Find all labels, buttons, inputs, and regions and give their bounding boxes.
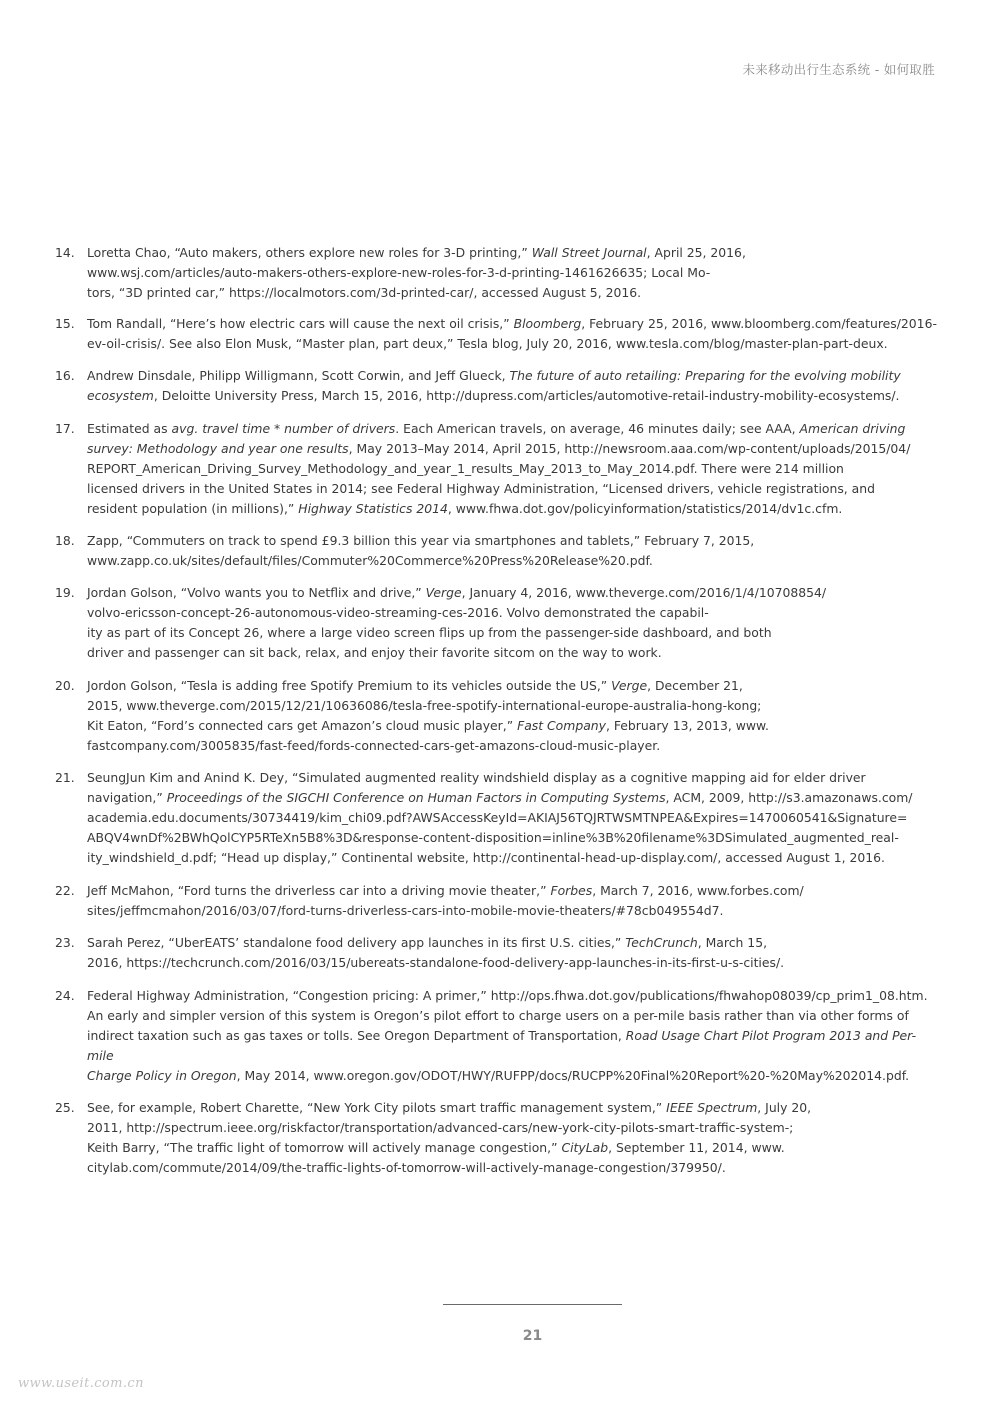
endnote-text — [87, 419, 940, 519]
endnote-item — [55, 531, 940, 571]
endnote-segment: SeungJun Kim and Anind K. Dey, “Simulated augmented reality windshield display as a cognitive mapping aid for elder driver — [87, 770, 866, 785]
endnote-italic-title: avg. travel time * number of drivers — [171, 421, 396, 436]
endnote-segment: See, for example, Robert Charette, “New York City pilots smart traffic management system,” — [87, 1100, 667, 1115]
endnote-segment: ev-oil-crisis/. See also Elon Musk, “Master plan, part deux,” Tesla blog, July 20, 2016, www.tesla.com/blog/master-plan-part-deux. — [87, 336, 888, 351]
endnote-item — [55, 366, 940, 406]
endnote-line — [87, 419, 940, 439]
endnote-item — [55, 419, 940, 519]
endnote-segment: , May 2013–May 2014, April 2015, http://newsroom.aaa.com/wp-content/uploads/2015/04/ — [348, 441, 911, 456]
endnote-line — [87, 366, 940, 386]
endnote-line — [87, 696, 940, 716]
endnote-number: 20. — [55, 678, 75, 693]
endnote-line — [87, 676, 940, 696]
endnote-text — [87, 881, 940, 921]
endnote-segment: ity as part of its Concept 26, where a large video screen flips up from the passenger-side dashboard, and both — [87, 625, 772, 640]
endnote-number: 14. — [55, 245, 75, 260]
endnote-line — [87, 243, 940, 263]
endnote-line — [87, 933, 940, 953]
endnote-segment: www.zapp.co.uk/sites/default/files/Commuter%20Commerce%20Press%20Release%20.pdf. — [87, 553, 653, 568]
endnote-segment: Loretta Chao, “Auto makers, others explore new roles for 3-D printing,” — [87, 245, 532, 260]
endnote-segment: Sarah Perez, “UberEATS’ standalone food delivery app launches in its first U.S. cities,” — [87, 935, 626, 950]
endnote-italic-title: Road Usage Chart Pilot Program 2013 and Per-mile — [87, 1028, 917, 1063]
endnote-line — [87, 479, 940, 499]
endnote-italic-title: TechCrunch — [625, 935, 698, 950]
endnote-number: 17. — [55, 421, 75, 436]
endnote-segment: REPORT_American_Driving_Survey_Methodology_and_year_1_results_May_2013_to_May_2014.pdf. There were 214 million — [87, 461, 844, 476]
endnote-segment: 2015, www.theverge.com/2015/12/21/10636086/tesla-free-spotify-international-europe-australia-hong-kong; — [87, 698, 762, 713]
endnote-italic-title: ecosystem — [87, 388, 154, 403]
endnote-segment: ity_windshield_d.pdf; “Head up display,” Continental website, http://continental-head-up-display.com/, accessed August 1, 2016. — [87, 850, 885, 865]
endnote-segment: Andrew Dinsdale, Philipp Willigmann, Scott Corwin, and Jeff Glueck, — [87, 368, 510, 383]
endnote-number: 24. — [55, 988, 75, 1003]
endnote-segment: , www.fhwa.dot.gov/policyinformation/statistics/2014/dv1c.cfm. — [447, 501, 843, 516]
endnote-segment: fastcompany.com/3005835/fast-feed/fords-connected-cars-get-amazons-cloud-music-player. — [87, 738, 661, 753]
endnote-italic-title: Forbes — [550, 883, 593, 898]
endnote-italic-title: Charge Policy in Oregon — [87, 1068, 237, 1083]
endnote-line — [87, 263, 940, 283]
endnote-segment: , July 20, — [757, 1100, 812, 1115]
endnote-segment: , March 15, — [697, 935, 768, 950]
endnote-line — [87, 314, 940, 334]
endnote-line — [87, 788, 940, 808]
endnote-line — [87, 459, 940, 479]
endnote-number: 16. — [55, 368, 75, 383]
endnote-text — [87, 531, 940, 571]
endnote-segment: Zapp, “Commuters on track to spend £9.3 billion this year via smartphones and tablets,” February 7, 2015, — [87, 533, 755, 548]
endnote-segment: Keith Barry, “The traffic light of tomorrow will actively manage congestion,” — [87, 1140, 562, 1155]
endnote-line — [87, 386, 940, 406]
endnote-segment: , December 21, — [647, 678, 743, 693]
endnote-italic-title: survey: Methodology and year one results — [87, 441, 349, 456]
endnote-segment: 2011, http://spectrum.ieee.org/riskfactor/transportation/advanced-cars/new-york-city-pilots-smart-traffic-system-; — [87, 1120, 794, 1135]
endnote-italic-title: Verge — [425, 585, 462, 600]
endnote-line — [87, 848, 940, 868]
endnote-italic-title: CityLab — [561, 1140, 609, 1155]
endnote-segment: . Each American travels, on average, 46 minutes daily; see AAA, — [395, 421, 800, 436]
endnote-text — [87, 1098, 940, 1178]
endnote-item — [55, 583, 940, 663]
site-watermark: www.useit.com.cn — [18, 1376, 144, 1391]
endnote-segment: tors, “3D printed car,” https://localmotors.com/3d-printed-car/, accessed August 5, 2016. — [87, 285, 642, 300]
endnote-line — [87, 334, 940, 354]
endnote-item — [55, 1098, 940, 1178]
endnote-segment: Jordon Golson, “Tesla is adding free Spotify Premium to its vehicles outside the US,” — [87, 678, 612, 693]
endnote-segment: , January 4, 2016, www.theverge.com/2016/1/4/10708854/ — [461, 585, 827, 600]
endnote-segment: 2016, https://techcrunch.com/2016/03/15/ubereats-standalone-food-delivery-app-launches-in-its-first-u-s-cities/. — [87, 955, 785, 970]
endnote-italic-title: IEEE Spectrum — [666, 1100, 758, 1115]
endnote-segment: , May 2014, www.oregon.gov/ODOT/HWY/RUFPP/docs/RUCPP%20Final%20Report%20-%20May%202014.pdf. — [236, 1068, 910, 1083]
endnote-number: 25. — [55, 1100, 75, 1115]
endnote-number: 21. — [55, 770, 75, 785]
endnote-item — [55, 676, 940, 756]
endnote-segment: www.wsj.com/articles/auto-makers-others-explore-new-roles-for-3-d-printing-1461626635; Local Mo- — [87, 265, 711, 280]
endnote-segment: licensed drivers in the United States in 2014; see Federal Highway Administration, “Licensed drivers, vehicle registrations, and — [87, 481, 875, 496]
endnote-italic-title: Wall Street Journal — [531, 245, 647, 260]
endnote-italic-title: Proceedings of the SIGCHI Conference on Human Factors in Computing Systems — [166, 790, 666, 805]
endnote-segment: , April 25, 2016, — [646, 245, 746, 260]
endnote-line — [87, 768, 940, 788]
endnote-segment: An early and simpler version of this system is Oregon’s pilot effort to charge users on a per-mile basis rather than via other forms of — [87, 1008, 909, 1023]
endnote-segment: Jeff McMahon, “Ford turns the driverless car into a driving movie theater,” — [87, 883, 551, 898]
endnote-line — [87, 583, 940, 603]
endnote-item — [55, 768, 940, 868]
endnote-segment: academia.edu.documents/30734419/kim_chi09.pdf?AWSAccessKeyId=AKIAJ56TQJRTWSMTNPEA&Expires=1470060541&Signature= — [87, 810, 908, 825]
endnote-italic-title: Bloomberg — [513, 316, 582, 331]
endnote-line — [87, 828, 940, 848]
endnote-item — [55, 314, 940, 354]
endnote-text — [87, 314, 940, 354]
endnote-segment: driver and passenger can sit back, relax, and enjoy their favorite sitcom on the way to work. — [87, 645, 662, 660]
endnote-line — [87, 1006, 940, 1026]
endnote-line — [87, 1118, 940, 1138]
endnote-number: 22. — [55, 883, 75, 898]
endnote-segment: Jordan Golson, “Volvo wants you to Netflix and drive,” — [87, 585, 426, 600]
endnote-line — [87, 901, 940, 921]
endnote-segment: sites/jeffmcmahon/2016/03/07/ford-turns-driverless-cars-into-mobile-movie-theaters/#78cb049554d7. — [87, 903, 724, 918]
endnote-item — [55, 881, 940, 921]
endnote-line — [87, 808, 940, 828]
endnote-line — [87, 881, 940, 901]
endnote-line — [87, 953, 940, 973]
endnote-segment: Tom Randall, “Here’s how electric cars will cause the next oil crisis,” — [87, 316, 514, 331]
endnote-text — [87, 676, 940, 756]
endnote-line — [87, 1026, 940, 1066]
endnote-segment: Kit Eaton, “Ford’s connected cars get Amazon’s cloud music player,” — [87, 718, 518, 733]
endnote-italic-title: Fast Company — [517, 718, 606, 733]
endnote-line — [87, 736, 940, 756]
endnote-italic-title: The future of auto retailing: Preparing for the evolving mobility — [509, 368, 901, 383]
endnote-text — [87, 583, 940, 663]
endnote-line — [87, 643, 940, 663]
endnote-segment: citylab.com/commute/2014/09/the-traffic-lights-of-tomorrow-will-actively-manage-congestion/379950/. — [87, 1160, 726, 1175]
endnote-segment: resident population (in millions),” — [87, 501, 299, 516]
endnote-segment: , ACM, 2009, http://s3.amazonaws.com/ — [665, 790, 913, 805]
endnote-item — [55, 933, 940, 973]
endnote-line — [87, 531, 940, 551]
endnote-line — [87, 439, 940, 459]
endnote-line — [87, 986, 940, 1006]
endnote-segment: ABQV4wnDf%2BWhQolCYP5RTeXn5B8%3D&response-content-disposition=inline%3B%20filename%3DSimulated_augmented_real- — [87, 830, 899, 845]
endnote-italic-title: American driving — [799, 421, 906, 436]
endnote-text — [87, 933, 940, 973]
endnote-segment: Federal Highway Administration, “Congestion pricing: A primer,” http://ops.fhwa.dot.gov/publications/fhwahop08039/cp_prim1_08.htm. — [87, 988, 928, 1003]
footer-rule — [443, 1304, 622, 1305]
endnote-line — [87, 551, 940, 571]
endnote-line — [87, 1138, 940, 1158]
endnote-line — [87, 1158, 940, 1178]
endnote-line — [87, 283, 940, 303]
endnote-line — [87, 716, 940, 736]
endnote-number: 15. — [55, 316, 75, 331]
endnote-segment: , February 25, 2016, www.bloomberg.com/features/2016- — [581, 316, 937, 331]
endnote-text — [87, 986, 940, 1086]
endnote-italic-title: Highway Statistics 2014 — [298, 501, 448, 516]
endnote-text — [87, 768, 940, 868]
endnote-segment: , February 13, 2013, www. — [605, 718, 769, 733]
endnote-italic-title: Verge — [611, 678, 648, 693]
endnote-segment: Estimated as — [87, 421, 172, 436]
endnote-line — [87, 603, 940, 623]
endnote-item — [55, 243, 940, 303]
endnote-segment: , Deloitte University Press, March 15, 2016, http://dupress.com/articles/automotive-retail-industry-mobility-ecosystems/. — [153, 388, 900, 403]
endnote-item — [55, 986, 940, 1086]
endnote-line — [87, 1066, 940, 1086]
endnote-line — [87, 499, 940, 519]
endnote-line — [87, 1098, 940, 1118]
endnote-segment: indirect taxation such as gas taxes or tolls. See Oregon Department of Transportation, — [87, 1028, 626, 1043]
endnote-segment: navigation,” — [87, 790, 167, 805]
endnote-segment: volvo-ericsson-concept-26-autonomous-video-streaming-ces-2016. Volvo demonstrated the capabil- — [87, 605, 709, 620]
endnote-segment: , September 11, 2014, www. — [608, 1140, 785, 1155]
page-number: 21 — [522, 1328, 543, 1344]
endnote-segment: , March 7, 2016, www.forbes.com/ — [592, 883, 804, 898]
endnote-text — [87, 366, 940, 406]
endnote-line — [87, 623, 940, 643]
endnote-text — [87, 243, 940, 303]
endnote-number: 23. — [55, 935, 75, 950]
page-header-title: 未来移动出行生态系统 - 如何取胜 — [742, 62, 935, 77]
endnotes-list — [55, 243, 940, 1178]
endnote-number: 19. — [55, 585, 75, 600]
endnote-number: 18. — [55, 533, 75, 548]
